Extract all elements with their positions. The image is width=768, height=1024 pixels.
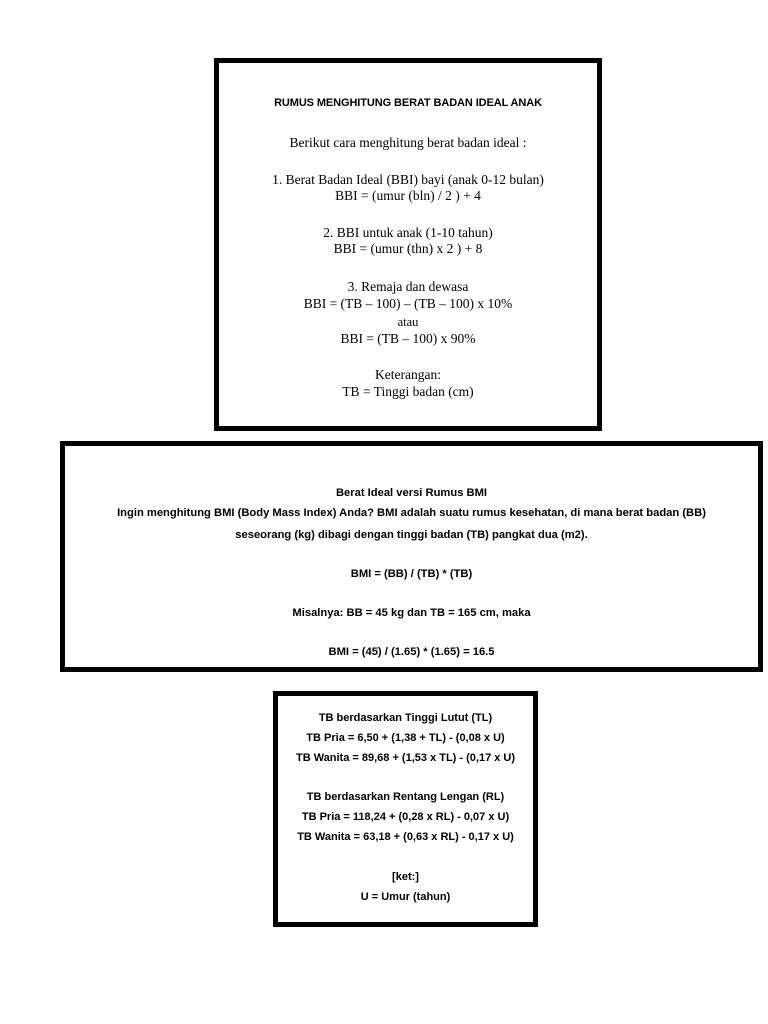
box2-desc-line2: seseorang (kg) dibagi dengan tinggi badan (TB) pangkat dua (m2). [235, 529, 588, 541]
box2-formula: BMI = (BB) / (TB) * (TB) [350, 568, 473, 580]
box3-tl-male: TB Pria = 6,50 + (1,38 + TL) - (0,08 x U) [306, 732, 505, 744]
box3-ket-text: U = Umur (tahun) [360, 891, 451, 903]
box1-note-label: Keterangan: [375, 367, 441, 382]
box3-rl-female: TB Wanita = 63,18 + (0,63 x RL) - 0,17 x U) [297, 831, 514, 843]
box1-note-text: TB = Tinggi badan (cm) [342, 384, 474, 399]
box3-tl-female: TB Wanita = 89,68 + (1,53 x TL) - (0,17 x U) [295, 752, 516, 764]
box1-item3-heading: 3. Remaja dan dewasa [347, 279, 469, 294]
box1-item1-formula: BBI = (umur (bln) / 2 ) + 4 [335, 188, 481, 203]
box2-result: BMI = (45) / (1.65) * (1.65) = 16.5 [328, 646, 495, 658]
box3-rl-title: TB berdasarkan Rentang Lengan (RL) [306, 791, 505, 803]
box1-item2-heading: 2. BBI untuk anak (1-10 tahun) [323, 225, 493, 240]
box1-item1-heading: 1. Berat Badan Ideal (BBI) bayi (anak 0-12 bulan) [272, 172, 544, 187]
infobox-bmi [60, 441, 763, 672]
box1-item2-formula: BBI = (umur (thn) x 2 ) + 8 [333, 241, 483, 256]
box3-tl-title: TB berdasarkan Tinggi Lutut (TL) [318, 712, 493, 724]
box1-item3-or: atau [397, 315, 419, 329]
box1-intro: Berikut cara menghitung berat badan ideal : [289, 135, 527, 150]
box1-title: RUMUS MENGHITUNG BERAT BADAN IDEAL ANAK [274, 97, 542, 109]
box1-item3-formula1: BBI = (TB – 100) – (TB – 100) x 10% [303, 296, 513, 311]
box3-ket-label: [ket:] [392, 871, 419, 883]
box3-rl-male: TB Pria = 118,24 + (0,28 x RL) - 0,07 x U) [301, 811, 510, 823]
box2-desc-line1: Ingin menghitung BMI (Body Mass Index) Anda? BMI adalah suatu rumus kesehatan, di mana berat badan (BB) [117, 507, 706, 519]
box2-title: Berat Ideal versi Rumus BMI [335, 487, 488, 499]
infobox-ideal-weight-child [214, 58, 602, 431]
box2-example: Misalnya: BB = 45 kg dan TB = 165 cm, maka [292, 607, 531, 619]
infobox-height-estimation [273, 691, 538, 927]
box1-item3-formula2: BBI = (TB – 100) x 90% [340, 331, 476, 346]
